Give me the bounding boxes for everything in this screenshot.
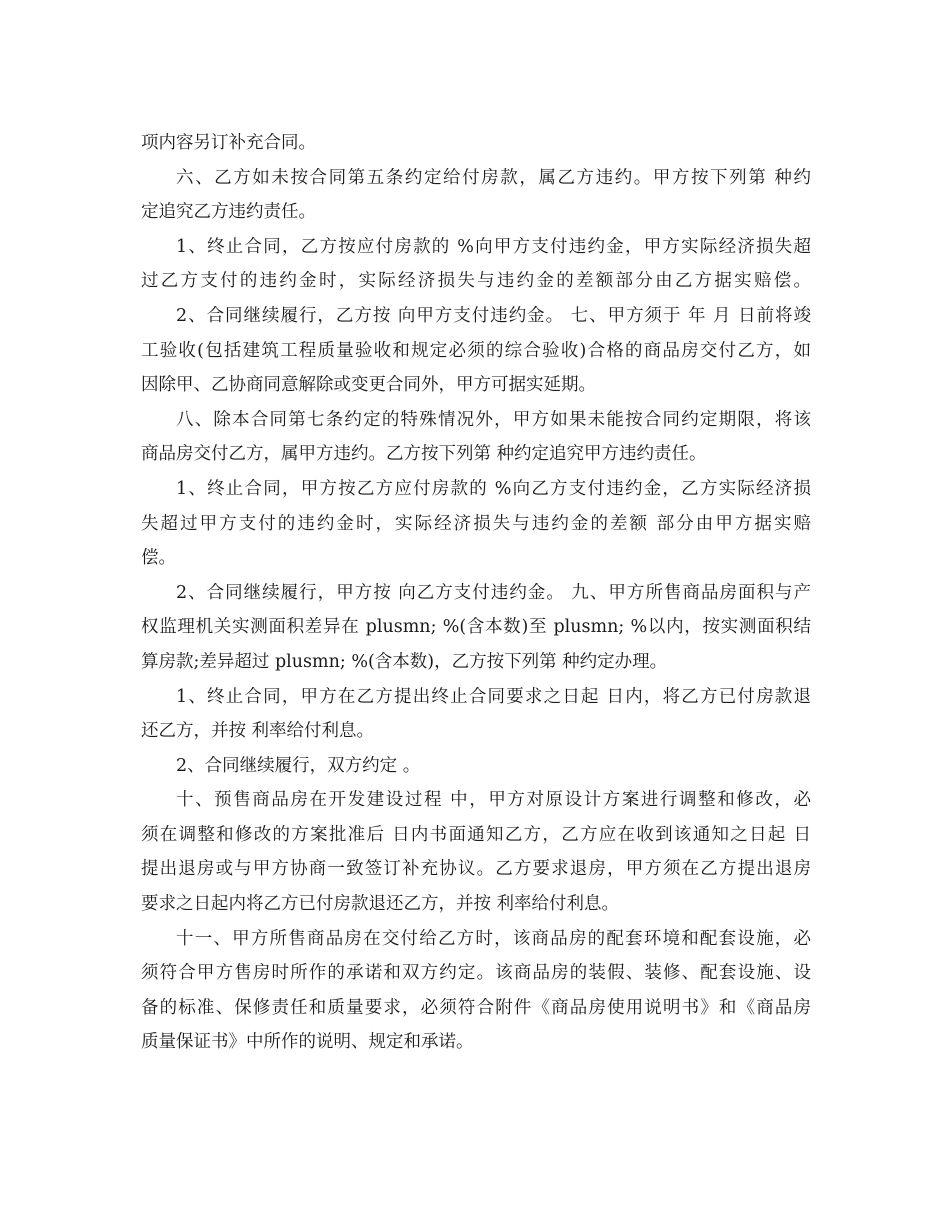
- text-line: 须符合甲方售房时所作的承诺和双方约定。该商品房的装假、装修、配套设施、设: [141, 963, 811, 984]
- text-line: 质量保证书》中所作的说明、规定和承诺。: [141, 1032, 474, 1053]
- text-line: 1、终止合同，乙方按应付房款的 %向甲方支付违约金，甲方实际经济损失超: [176, 236, 811, 257]
- text-line: 提出退房或与甲方协商一致签订补充协议。乙方要求退房，甲方须在乙方提出退房: [141, 859, 811, 880]
- text-line: 八、除本合同第七条约定的特殊情况外，甲方如果未能按合同约定期限，将该: [176, 409, 811, 430]
- text-line: 2、合同继续履行，乙方按 向甲方支付违约金。 七、甲方须于 年 月 日前将竣: [176, 305, 811, 326]
- text-line: 十、预售商品房在开发建设过程 中，甲方对原设计方案进行调整和修改，必: [176, 790, 811, 811]
- text-line: 算房款;差异超过 plusmn; %(含本数)，乙方按下列第 种约定办理。: [141, 651, 668, 672]
- text-line: 权监理机关实测面积差异在 plusmn; %(含本数)至 plusmn; %以内，按实测面积结: [141, 617, 811, 638]
- text-line: 要求之日起内将乙方已付房款退还乙方，并按 利率给付利息。: [141, 894, 620, 915]
- text-line: 备的标准、保修责任和质量要求，必须符合附件《商品房使用说明书》和《商品房: [141, 997, 811, 1018]
- text-line: 1、终止合同，甲方按乙方应付房款的 %向乙方支付违约金，乙方实际经济损: [176, 478, 811, 499]
- text-line: 过乙方支付的违约金时，实际经济损失与违约金的差额部分由乙方据实赔偿。: [141, 271, 811, 292]
- text-line: 失超过甲方支付的违约金时，实际经济损失与违约金的差额 部分由甲方据实赔: [141, 513, 811, 534]
- text-line: 因除甲、乙协商同意解除或变更合同外，甲方可据实延期。: [141, 375, 596, 396]
- text-line: 定追究乙方违约责任。: [141, 202, 316, 223]
- text-line: 2、合同继续履行，甲方按 向乙方支付违约金。 九、甲方所售商品房面积与产: [176, 582, 811, 603]
- text-line: 工验收(包括建筑工程质量验收和规定必须的综合验收)合格的商品房交付乙方，如: [141, 340, 811, 361]
- text-line: 六、乙方如未按合同第五条约定给付房款，属乙方违约。甲方按下列第 种约: [176, 167, 811, 188]
- text-line: 1、终止合同，甲方在乙方提出终止合同要求之日起 日内，将乙方已付房款退: [176, 686, 811, 707]
- text-line: 十一、甲方所售商品房在交付给乙方时，该商品房的配套环境和配套设施，必: [176, 928, 811, 949]
- text-line: 商品房交付乙方，属甲方违约。乙方按下列第 种约定追究甲方违约责任。: [141, 444, 707, 465]
- document-body: [141, 126, 811, 1060]
- text-line: 须在调整和修改的方案批准后 日内书面通知乙方，乙方应在收到该通知之日起 日: [141, 824, 811, 845]
- text-line: 项内容另订补充合同。: [141, 133, 316, 153]
- text-line: 2、合同继续履行，双方约定 。: [176, 755, 421, 776]
- text-line: 还乙方，并按 利率给付利息。: [141, 721, 375, 742]
- text-line: 偿。: [141, 548, 176, 569]
